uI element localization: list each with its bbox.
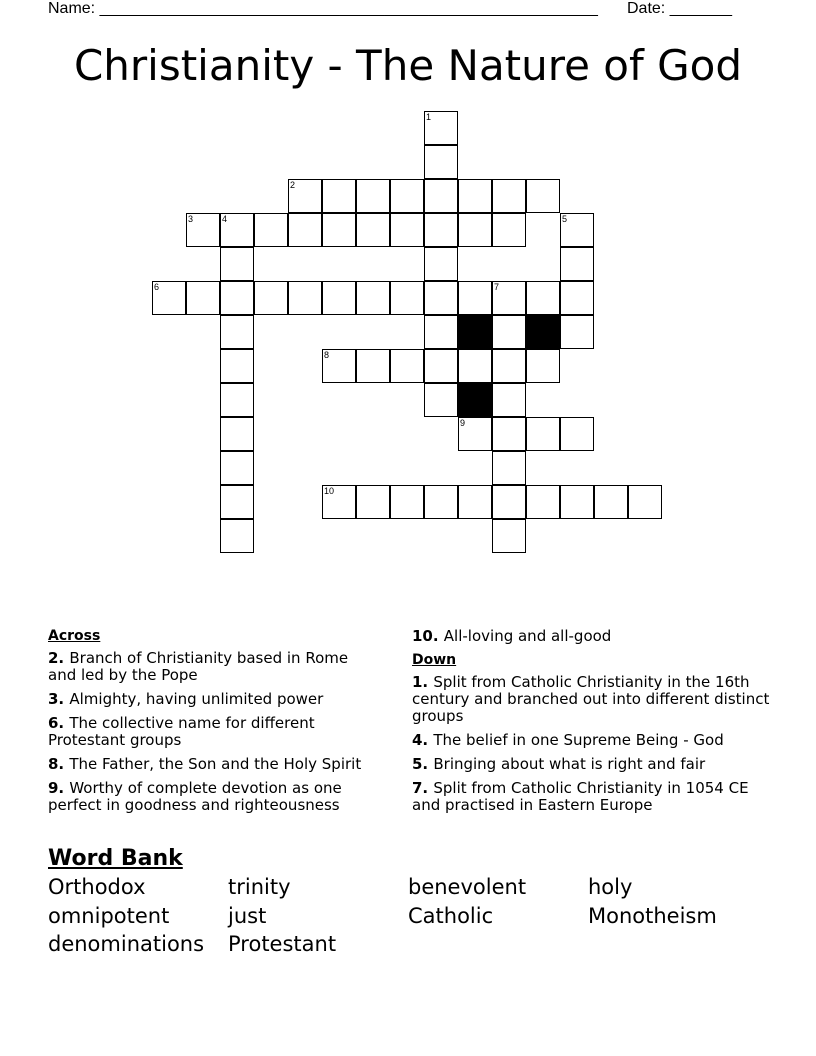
crossword-cell[interactable] xyxy=(458,417,492,451)
crossword-cell[interactable] xyxy=(458,179,492,213)
word-bank-word: Protestant xyxy=(228,932,337,956)
clue-text: Worthy of complete devotion as one perfect in goodness and righteousness xyxy=(48,779,342,814)
crossword-cell[interactable] xyxy=(560,315,594,349)
across-clue-list-continued xyxy=(412,628,772,645)
clue-text: Bringing about what is right and fair xyxy=(433,755,706,773)
down-clue xyxy=(412,674,772,725)
across-clue-list xyxy=(48,650,378,814)
crossword-cell[interactable] xyxy=(492,281,526,315)
across-clue xyxy=(48,756,378,773)
crossword-cell[interactable] xyxy=(220,485,254,519)
crossword-cell[interactable] xyxy=(220,281,254,315)
crossword-cell[interactable] xyxy=(560,417,594,451)
word-bank-word: just xyxy=(228,903,267,928)
crossword-cell[interactable] xyxy=(424,485,458,519)
crossword-cell[interactable] xyxy=(390,213,424,247)
crossword-cell[interactable] xyxy=(322,179,356,213)
clue-number: 4 xyxy=(222,214,228,224)
clues-left-column xyxy=(48,628,378,821)
crossword-cell[interactable] xyxy=(628,485,662,519)
crossword-cell[interactable] xyxy=(322,213,356,247)
down-clue xyxy=(412,780,772,814)
crossword-cell[interactable] xyxy=(356,485,390,519)
clue-number: 3 xyxy=(188,214,194,224)
down-clue xyxy=(412,756,772,773)
word-bank-word: omnipotent xyxy=(48,903,170,928)
shaded-square xyxy=(458,315,492,349)
word-bank-word: benevolent xyxy=(408,875,527,899)
crossword-cell[interactable] xyxy=(424,281,458,315)
crossword-cell[interactable] xyxy=(594,485,628,519)
clue-text: The Father, the Son and the Holy Spirit xyxy=(69,755,362,773)
across-clue xyxy=(48,691,378,708)
clue-text: The collective name for different Protestant groups xyxy=(48,714,315,749)
down-clue-list xyxy=(412,674,772,814)
clue-number: 8 xyxy=(324,350,330,360)
crossword-cell[interactable] xyxy=(356,281,390,315)
crossword-cell[interactable] xyxy=(458,349,492,383)
crossword-cell[interactable] xyxy=(526,281,560,315)
crossword-cell[interactable] xyxy=(186,281,220,315)
crossword-cell[interactable] xyxy=(424,213,458,247)
crossword-cell[interactable] xyxy=(390,179,424,213)
crossword-cell[interactable] xyxy=(220,417,254,451)
word-bank-word: denominations xyxy=(48,932,205,956)
crossword-cell[interactable] xyxy=(492,485,526,519)
crossword-cell[interactable] xyxy=(322,281,356,315)
crossword-cell[interactable] xyxy=(254,213,288,247)
crossword-cell[interactable] xyxy=(254,281,288,315)
crossword-cell[interactable] xyxy=(492,417,526,451)
clue-number: 2. xyxy=(48,649,70,667)
crossword-cell[interactable] xyxy=(390,281,424,315)
clue-number: 10 xyxy=(324,486,335,496)
crossword-cell[interactable] xyxy=(220,349,254,383)
clue-number: 9. xyxy=(48,779,70,797)
crossword-cell[interactable] xyxy=(220,383,254,417)
clue-number: 1. xyxy=(412,673,434,691)
clue-number: 10. xyxy=(412,627,444,645)
crossword-cell[interactable] xyxy=(288,281,322,315)
crossword-cell[interactable] xyxy=(492,383,526,417)
crossword-cell[interactable] xyxy=(526,485,560,519)
crossword-cell[interactable] xyxy=(288,213,322,247)
crossword-cell[interactable] xyxy=(356,179,390,213)
crossword-cell[interactable] xyxy=(390,485,424,519)
crossword-cell[interactable] xyxy=(220,213,254,247)
clue-text: All-loving and all-good xyxy=(443,627,612,645)
crossword-cell[interactable] xyxy=(560,281,594,315)
name-field-label[interactable]: Name: ________________________________________________________ xyxy=(48,0,598,17)
clue-text: Split from Catholic Christianity in 1054 CE and practised in Eastern Europe xyxy=(412,779,749,814)
crossword-cell[interactable] xyxy=(560,247,594,281)
word-bank-word: holy xyxy=(588,875,633,899)
word-bank-word: Orthodox xyxy=(48,875,146,899)
crossword-cell[interactable] xyxy=(322,349,356,383)
word-bank-list xyxy=(48,873,768,959)
crossword-cell[interactable] xyxy=(492,315,526,349)
word-bank-word: Catholic xyxy=(408,903,494,928)
crossword-cell[interactable] xyxy=(458,281,492,315)
clue-number: 6. xyxy=(48,714,70,732)
crossword-cell[interactable] xyxy=(152,281,186,315)
across-clue xyxy=(48,780,378,814)
crossword-cell[interactable] xyxy=(322,485,356,519)
crossword-cell[interactable] xyxy=(186,213,220,247)
crossword-cell[interactable] xyxy=(356,213,390,247)
crossword-cell[interactable] xyxy=(526,349,560,383)
shaded-square xyxy=(526,315,560,349)
clue-number: 1 xyxy=(426,112,432,122)
across-clue xyxy=(412,628,772,645)
page-title: Christianity - The Nature of God xyxy=(73,41,743,90)
crossword-cell[interactable] xyxy=(390,349,424,383)
word-bank-word: trinity xyxy=(228,875,291,899)
crossword-cell[interactable] xyxy=(424,111,458,145)
crossword-cell[interactable] xyxy=(492,519,526,553)
clue-number: 6 xyxy=(154,282,160,292)
clue-number: 7 xyxy=(494,282,500,292)
clue-number: 3. xyxy=(48,690,70,708)
across-clue xyxy=(48,650,378,684)
clues-right-column xyxy=(412,628,772,821)
across-clue xyxy=(48,715,378,749)
crossword-cell[interactable] xyxy=(424,145,458,179)
crossword-cell[interactable] xyxy=(424,349,458,383)
crossword-cell[interactable] xyxy=(458,213,492,247)
crossword-cell[interactable] xyxy=(492,213,526,247)
crossword-cell[interactable] xyxy=(458,485,492,519)
crossword-cell[interactable] xyxy=(424,315,458,349)
word-bank-title: Word Bank xyxy=(48,846,183,871)
clue-text: Split from Catholic Christianity in the 16th century and branched out into different distinct groups xyxy=(412,673,770,725)
crossword-cell[interactable] xyxy=(424,383,458,417)
clue-number: 7. xyxy=(412,779,434,797)
clue-text: The belief in one Supreme Being - God xyxy=(433,731,724,749)
crossword-cell[interactable] xyxy=(526,417,560,451)
word-bank-word: Monotheism xyxy=(588,903,717,928)
down-heading: Down xyxy=(412,652,457,668)
shaded-square xyxy=(458,383,492,417)
crossword-cell[interactable] xyxy=(492,451,526,485)
crossword-cell[interactable] xyxy=(220,315,254,349)
crossword-cell[interactable] xyxy=(560,213,594,247)
crossword-cell[interactable] xyxy=(220,519,254,553)
clue-number: 9 xyxy=(460,418,466,428)
word-bank xyxy=(48,845,768,959)
crossword-cell[interactable] xyxy=(492,179,526,213)
clue-number: 8. xyxy=(48,755,70,773)
crossword-cell[interactable] xyxy=(560,485,594,519)
clue-text: Almighty, having unlimited power xyxy=(69,690,324,708)
crossword-cell[interactable] xyxy=(424,247,458,281)
crossword-cell[interactable] xyxy=(492,349,526,383)
clue-text: Branch of Christianity based in Rome and led by the Pope xyxy=(48,649,349,684)
crossword-cell[interactable] xyxy=(526,179,560,213)
clue-number: 5. xyxy=(412,755,434,773)
crossword-cell[interactable] xyxy=(356,349,390,383)
clue-number: 5 xyxy=(562,214,568,224)
crossword-cell[interactable] xyxy=(424,179,458,213)
date-field-label[interactable]: Date: _______ xyxy=(627,0,732,17)
crossword-cell[interactable] xyxy=(288,179,322,213)
across-heading: Across xyxy=(48,628,101,644)
clue-number: 2 xyxy=(290,180,296,190)
crossword-cell[interactable] xyxy=(220,451,254,485)
clue-number: 4. xyxy=(412,731,434,749)
down-clue xyxy=(412,732,772,749)
crossword-cell[interactable] xyxy=(220,247,254,281)
